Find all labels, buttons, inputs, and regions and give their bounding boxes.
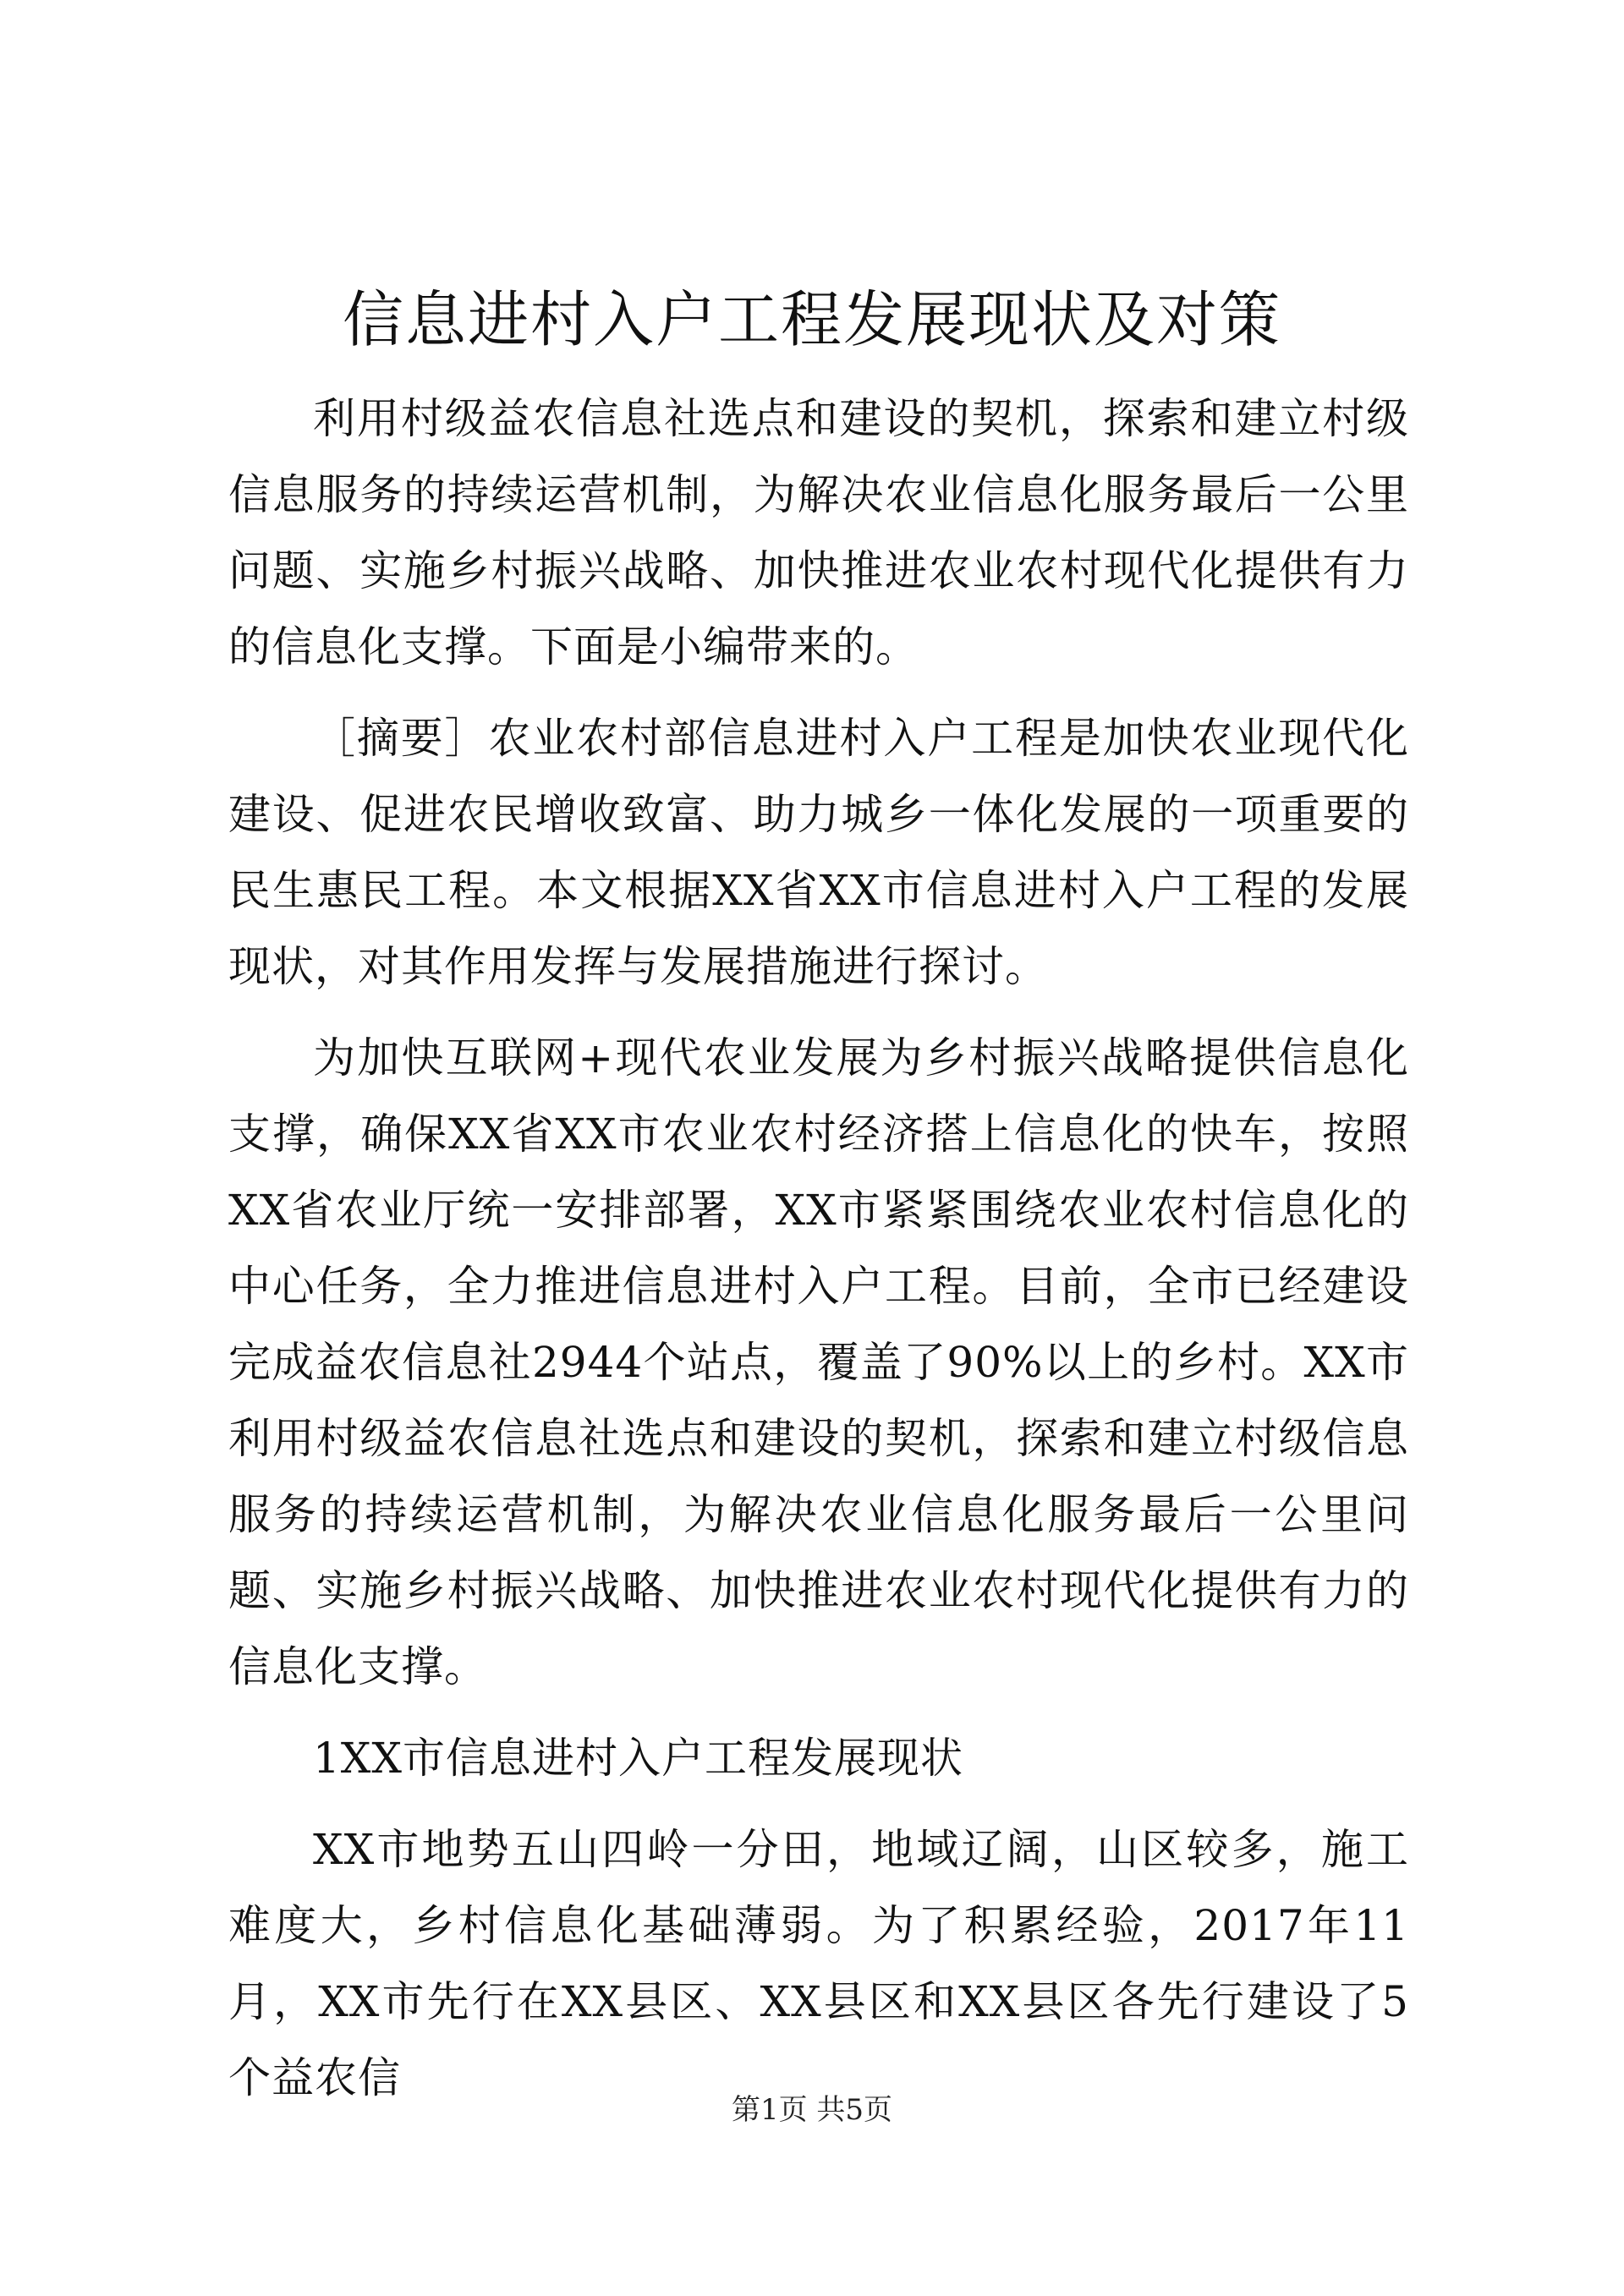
- section-heading: 1XX市信息进村入户工程发展现状: [313, 1734, 964, 1783]
- paragraph-status: XX市地势五山四岭一分田，地域辽阔，山区较多，施工难度大，乡村信息化基础薄弱。为了积累经验，2017年11月，XX市先行在XX县区、XX县区和XX县区各先行建设了5个益农信: [228, 1825, 1409, 2102]
- document-title: 信息进村入户工程发展现状及对策: [342, 284, 1281, 355]
- page-number-footer: 第1页 共5页: [731, 2093, 893, 2127]
- paragraph-background: 为加快互联网+现代农业发展为乡村振兴战略提供信息化支撑，确保XX省XX市农业农村经济搭上信息化的快车，按照XX省农业厅统一安排部署，XX市紧紧围绕农业农村信息化的中心任务，全力推进信息进村入户工程。目前，全市已经建设完成益农信息社2944个站点，覆盖了90%以上的乡村。XX市利用村级益农信息社选点和建设的契机，探索和建立村级信息服务的持续运营机制，为解决农业信息化服务最后一公里问题、实施乡村振兴战略、加快推进农业农村现代化提供有力的信息化支撑。: [228, 1033, 1409, 1691]
- document-body: [228, 381, 1409, 2116]
- paragraph-abstract: ［摘要］农业农村部信息进村入户工程是加快农业现代化建设、促进农民增收致富、助力城乡一体化发展的一项重要的民生惠民工程。本文根据XX省XX市信息进村入户工程的发展现状，对其作用发挥与发展措施进行探讨。: [228, 714, 1409, 991]
- paragraph-intro: 利用村级益农信息社选点和建设的契机，探索和建立村级信息服务的持续运营机制，为解决农业信息化服务最后一公里问题、实施乡村振兴战略、加快推进农业农村现代化提供有力的信息化支撑。下面是小编带来的。: [228, 394, 1409, 671]
